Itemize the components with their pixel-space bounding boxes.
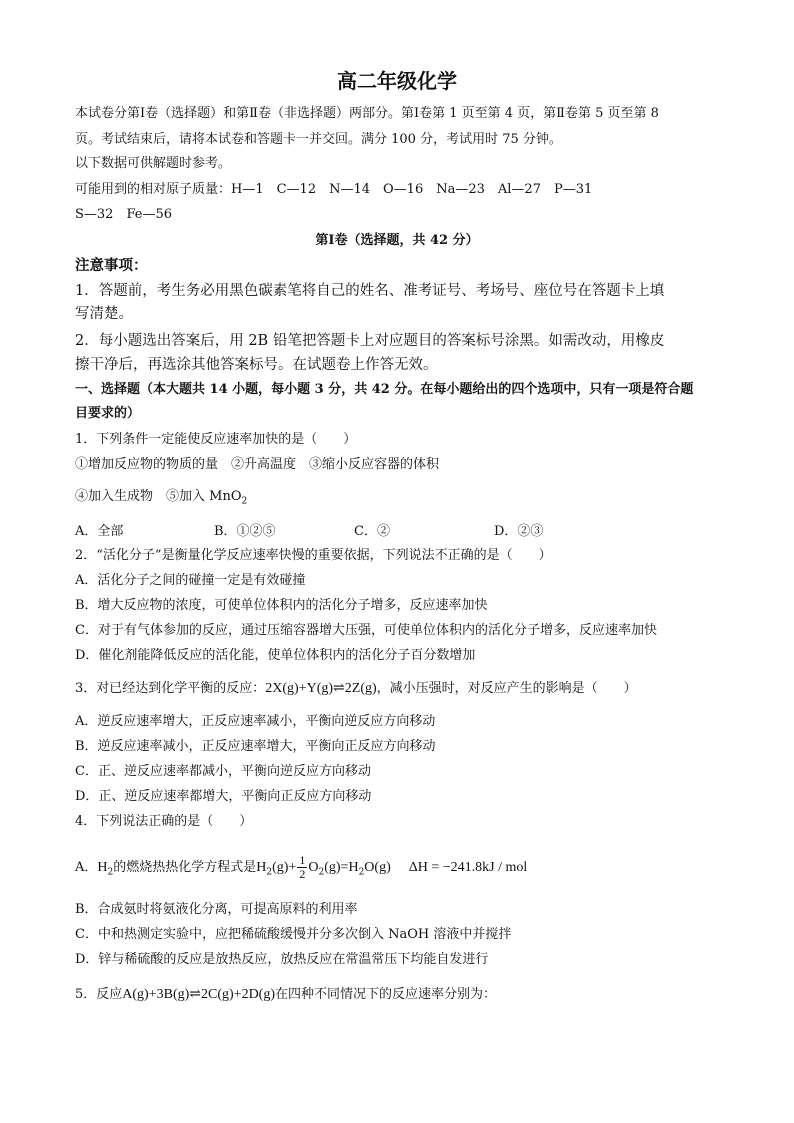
q5-stem-suffix: 在四种不同情况下的反应速率分别为：	[275, 987, 497, 1002]
q4-h2-sub: 2	[107, 867, 114, 878]
q3-option-d: D．正、逆反应速率都增大，平衡向正反应方向移动	[75, 789, 372, 804]
q5-stem-prefix: 5．反应	[75, 987, 123, 1002]
q3-equation-rhs: 2Z(g)	[344, 681, 377, 696]
q1-option-b: B．①②⑤	[214, 524, 276, 539]
part1-instruction-line-1: 一、选择题（本大题共 14 小题，每小题 3 分，共 42 分。在每小题给出的四个选项中，只有一项是符合题	[75, 382, 694, 397]
q1-conditions-line-2	[75, 488, 247, 511]
q4-option-c: C．中和热测定实验中，应把稀硫酸缓慢并分多次倒入 NaOH 溶液中并搅拌	[75, 927, 512, 942]
q3-stem-prefix: 3．对已经达到化学平衡的反应：	[75, 681, 266, 696]
q4-eq-water-sub: 2	[358, 867, 365, 878]
atomic-mass-line-1: 可能用到的相对原子质量：H—1 C—12 N—14 O—16 Na—23 Al—27 P—31	[75, 182, 593, 197]
notice-heading: 注意事项：	[75, 257, 148, 274]
q4-eq-h-state: (g)+	[272, 860, 297, 875]
q1-conditions-line-1: ①增加反应物的物质的量 ②升高温度 ③缩小反应容器的体积	[75, 457, 440, 472]
notice-item-2-line-2: 擦干净后，再选涂其他答案标号。在试题卷上作答无效。	[75, 357, 438, 373]
q3-stem-suffix: ，减小压强时，对反应产生的影响是（ ）	[376, 681, 637, 696]
q4-eq-water: O(g)	[364, 860, 391, 875]
q2-stem: 2．“活化分子”是衡量化学反应速率快慢的重要依据，下列说法不正确的是（ ）	[75, 548, 552, 563]
atomic-mass-line-2: S—32 Fe—56	[75, 207, 172, 222]
notice-item-1-line-1: 1．答题前，考生务必用黑色碳素笔将自己的姓名、准考证号、考场号、座位号在答题卡上填	[75, 283, 665, 299]
q1-option-d: D．②③	[494, 524, 544, 539]
q2-option-b: B．增大反应物的浓度，可使单位体积内的活化分子增多，反应速率加快	[75, 598, 488, 613]
q4-fraction-numerator: 1	[299, 853, 306, 867]
equilibrium-arrow-icon: ⇌	[333, 680, 345, 696]
q4-option-a	[75, 852, 527, 889]
q1-stem: 1．下列条件一定能使反应速率加快的是（ ）	[75, 432, 357, 447]
q1-conditions-subscript: 2	[241, 496, 248, 507]
q2-option-a: A．活化分子之间的碰撞一定是有效碰撞	[75, 573, 306, 588]
q3-option-a: A．逆反应速率增大，正反应速率减小，平衡向逆反应方向移动	[75, 714, 436, 729]
q4-fraction-denominator: 2	[299, 867, 306, 881]
page-title: 高二年级化学	[337, 69, 457, 93]
section-header: 第Ⅰ卷（选择题，共 42 分）	[315, 233, 479, 248]
q4-eq-o-state: (g)=H	[324, 860, 359, 875]
q4-eq-o-sub: 2	[318, 867, 325, 878]
q4-option-b: B．合成氨时将氨液化分离，可提高原料的利用率	[75, 902, 358, 917]
equilibrium-arrow-icon: ⇌	[189, 986, 202, 1002]
q2-option-d: D．催化剂能降低反应的活化能，使单位体积内的活化分子百分数增加	[75, 648, 476, 663]
notice-item-2-line-1: 2．每小题选出答案后，用 2B 铅笔把答题卡上对应题目的答案标号涂黑。如需改动，用橡皮	[75, 333, 665, 349]
q4-option-a-label: A．	[75, 860, 98, 875]
q3-option-b: B．逆反应速率减小，正反应速率增大，平衡向正反应方向移动	[75, 739, 436, 754]
intro-line-2: 页。考试结束后，请将本试卷和答题卡一并交回。满分 100 分，考试用时 75 分钟。	[75, 132, 562, 147]
q4-eq-h: H	[256, 860, 267, 875]
q2-option-c: C．对于有气体参加的反应，通过压缩容器增大压强，可使单位体积内的活化分子增多，反应速率加快	[75, 623, 657, 638]
q4-eq-o: O	[308, 860, 319, 875]
intro-line-3: 以下数据可供解题时参考。	[75, 156, 232, 171]
notice-item-1-line-2: 写清楚。	[75, 306, 133, 322]
q4-option-a-text: 的燃烧热热化学方程式是	[113, 860, 257, 875]
intro-line-1: 本试卷分第Ⅰ卷（选择题）和第Ⅱ卷（非选择题）两部分。第Ⅰ卷第 1 页至第 4 页，第Ⅱ卷第 5 页至第 8	[75, 106, 659, 121]
q3-equation-lhs: 2X(g)+Y(g)	[265, 681, 334, 696]
q4-enthalpy: ΔH = −241.8kJ / mol	[408, 860, 528, 875]
q4-fraction	[297, 854, 307, 881]
q4-eq-h-sub: 2	[266, 867, 273, 878]
q1-option-a: A．全部	[75, 524, 124, 539]
q1-option-c: C．②	[354, 524, 390, 539]
q5-stem	[75, 985, 496, 1004]
q5-equation-lhs: A(g)+3B(g)	[122, 987, 190, 1002]
q4-option-d: D．锌与稀硫酸的反应是放热反应，放热反应在常温常压下均能自发进行	[75, 952, 489, 967]
q5-equation-rhs: 2C(g)+2D(g)	[201, 987, 276, 1002]
part1-instruction-line-2: 目要求的）	[75, 406, 141, 421]
q4-h2: H	[97, 860, 108, 875]
q3-stem	[75, 679, 637, 698]
q4-stem: 4．下列说法正确的是（ ）	[75, 814, 253, 829]
q3-option-c: C．正、逆反应速率都减小，平衡向逆反应方向移动	[75, 764, 371, 779]
q1-conditions-text: ④加入生成物 ⑤加入 MnO	[75, 489, 242, 504]
